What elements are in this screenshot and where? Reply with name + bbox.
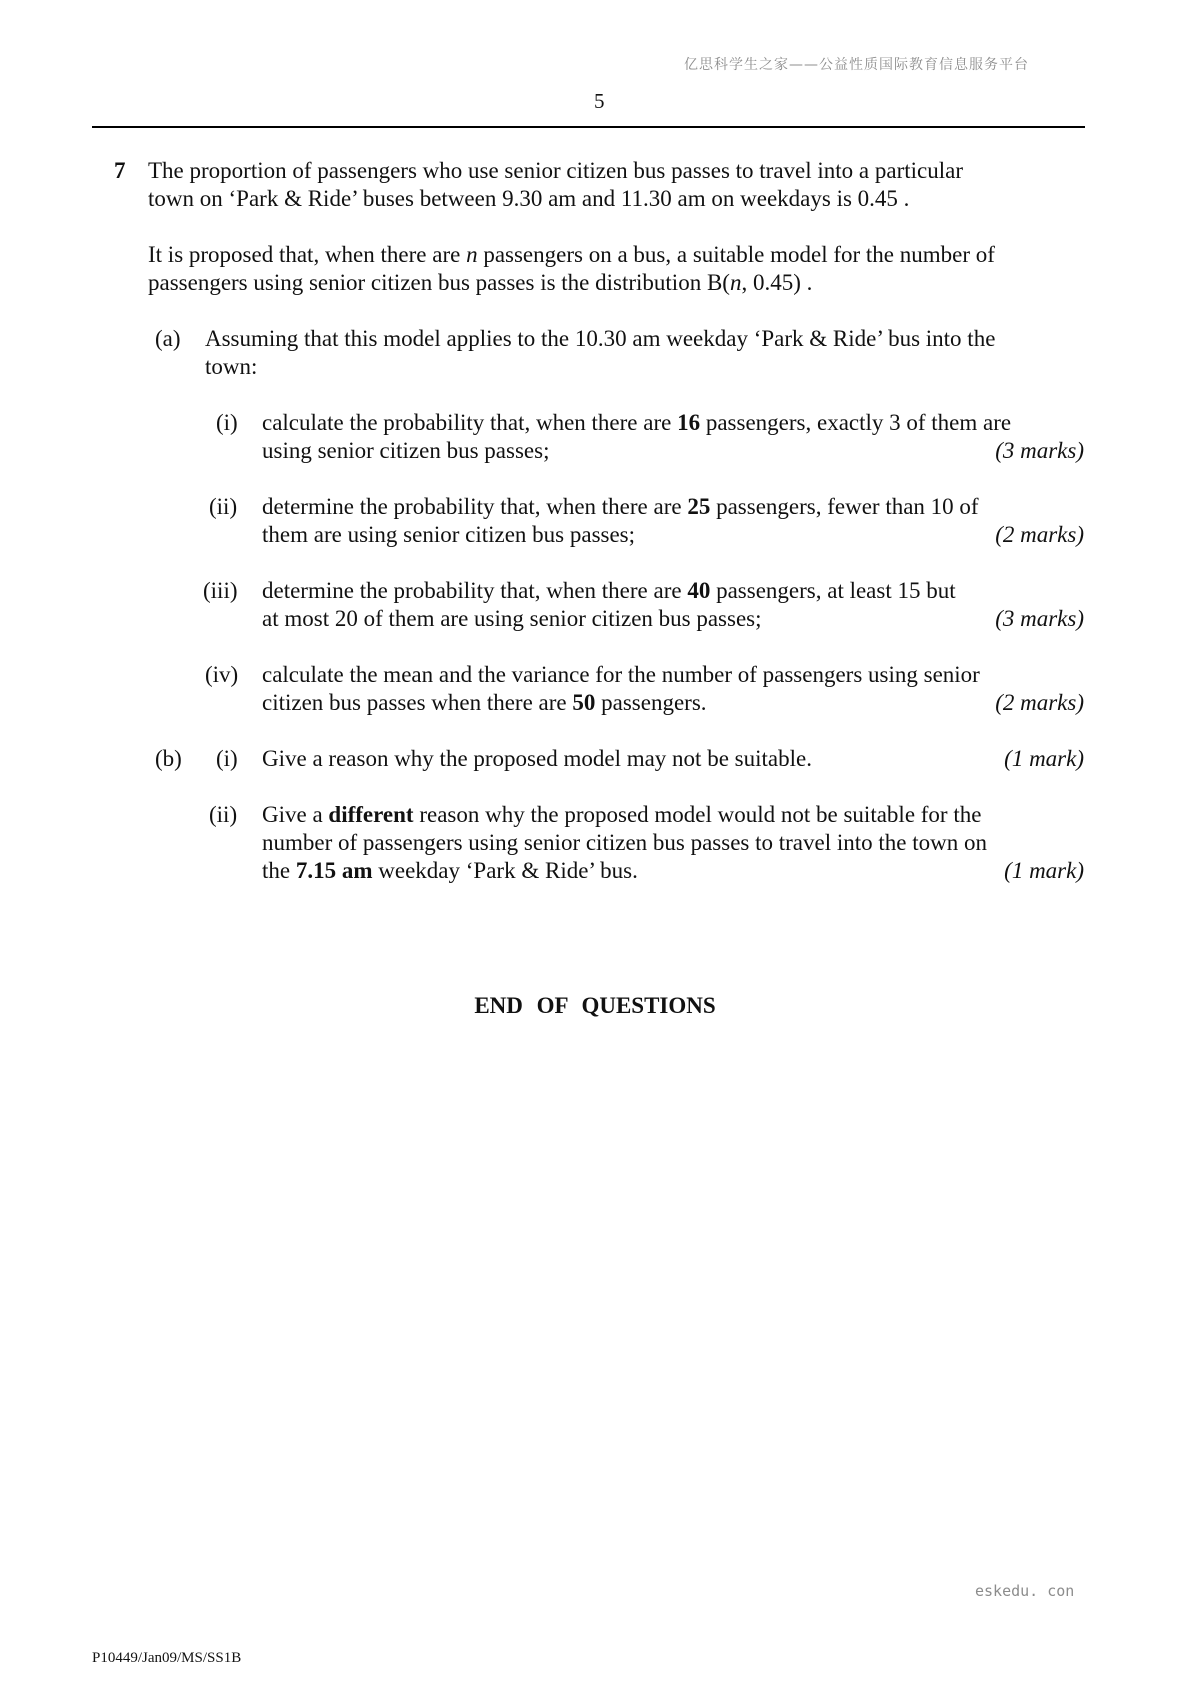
footer-code: P10449/Jan09/MS/SS1B [92,1650,242,1666]
part-b-i-line1: Give a reason why the proposed model may not be suitable. [262,746,812,771]
part-a-label: (a) [155,326,181,351]
part-a-ii-label: (ii) [209,494,238,519]
part-a-i-label: (i) [216,410,238,435]
question-intro-line1: The proportion of passengers who use senior citizen bus passes to travel into a particular [148,158,963,183]
question-intro-line2: town on ‘Park & Ride’ buses between 9.30 am and 11.30 am on weekdays is 0.45 . [148,186,910,211]
part-b-i-marks: (1 mark) [1004,746,1084,771]
part-a-iii-line2: at most 20 of them are using senior citizen bus passes; [262,606,762,631]
part-a-iv-line2: citizen bus passes when there are 50 passengers. [262,690,707,715]
part-a-iv-line1: calculate the mean and the variance for the number of passengers using senior [262,662,980,687]
part-a-iv-marks: (2 marks) [995,690,1084,715]
part-a-line2: town: [205,354,258,379]
model-line2: passengers using senior citizen bus passes is the distribution B(n, 0.45) . [148,270,813,295]
part-b-label: (b) [155,746,182,771]
question-number: 7 [114,158,126,183]
page-number: 5 [594,89,605,113]
part-b-ii-label: (ii) [209,802,238,827]
part-b-ii-line1: Give a different reason why the proposed model would not be suitable for the [262,802,982,827]
part-a-i-line1: calculate the probability that, when there are 16 passengers, exactly 3 of them are [262,410,1012,435]
part-b-ii-line3: the 7.15 am weekday ‘Park & Ride’ bus. [262,858,638,883]
part-b-i-label: (i) [216,746,238,771]
part-a-i-line2: using senior citizen bus passes; [262,438,550,463]
header-watermark: 亿思科学生之家——公益性质国际教育信息服务平台 [684,57,1029,73]
part-a-iii-line1: determine the probability that, when there are 40 passengers, at least 15 but [262,578,956,603]
part-a-iv-label: (iv) [205,662,239,687]
part-b-ii-marks: (1 mark) [1004,858,1084,883]
part-a-iii-marks: (3 marks) [995,606,1084,631]
part-a-ii-line1: determine the probability that, when there are 25 passengers, fewer than 10 of [262,494,979,519]
model-line1: It is proposed that, when there are n passengers on a bus, a suitable model for the number of [148,242,995,267]
part-a-iii-label: (iii) [203,578,238,603]
bottom-watermark: eskedu. con [975,1582,1075,1600]
variable-n: n [466,242,478,267]
part-b-ii-line2: number of passengers using senior citizen bus passes to travel into the town on [262,830,987,855]
header-divider [92,126,1085,128]
part-a-line1: Assuming that this model applies to the 10.30 am weekday ‘Park & Ride’ bus into the [205,326,996,351]
part-a-i-marks: (3 marks) [995,438,1084,463]
variable-n: n [729,270,742,295]
end-of-questions: END OF QUESTIONS [474,993,716,1018]
part-a-ii-line2: them are using senior citizen bus passes; [262,522,636,547]
part-a-ii-marks: (2 marks) [995,522,1084,547]
